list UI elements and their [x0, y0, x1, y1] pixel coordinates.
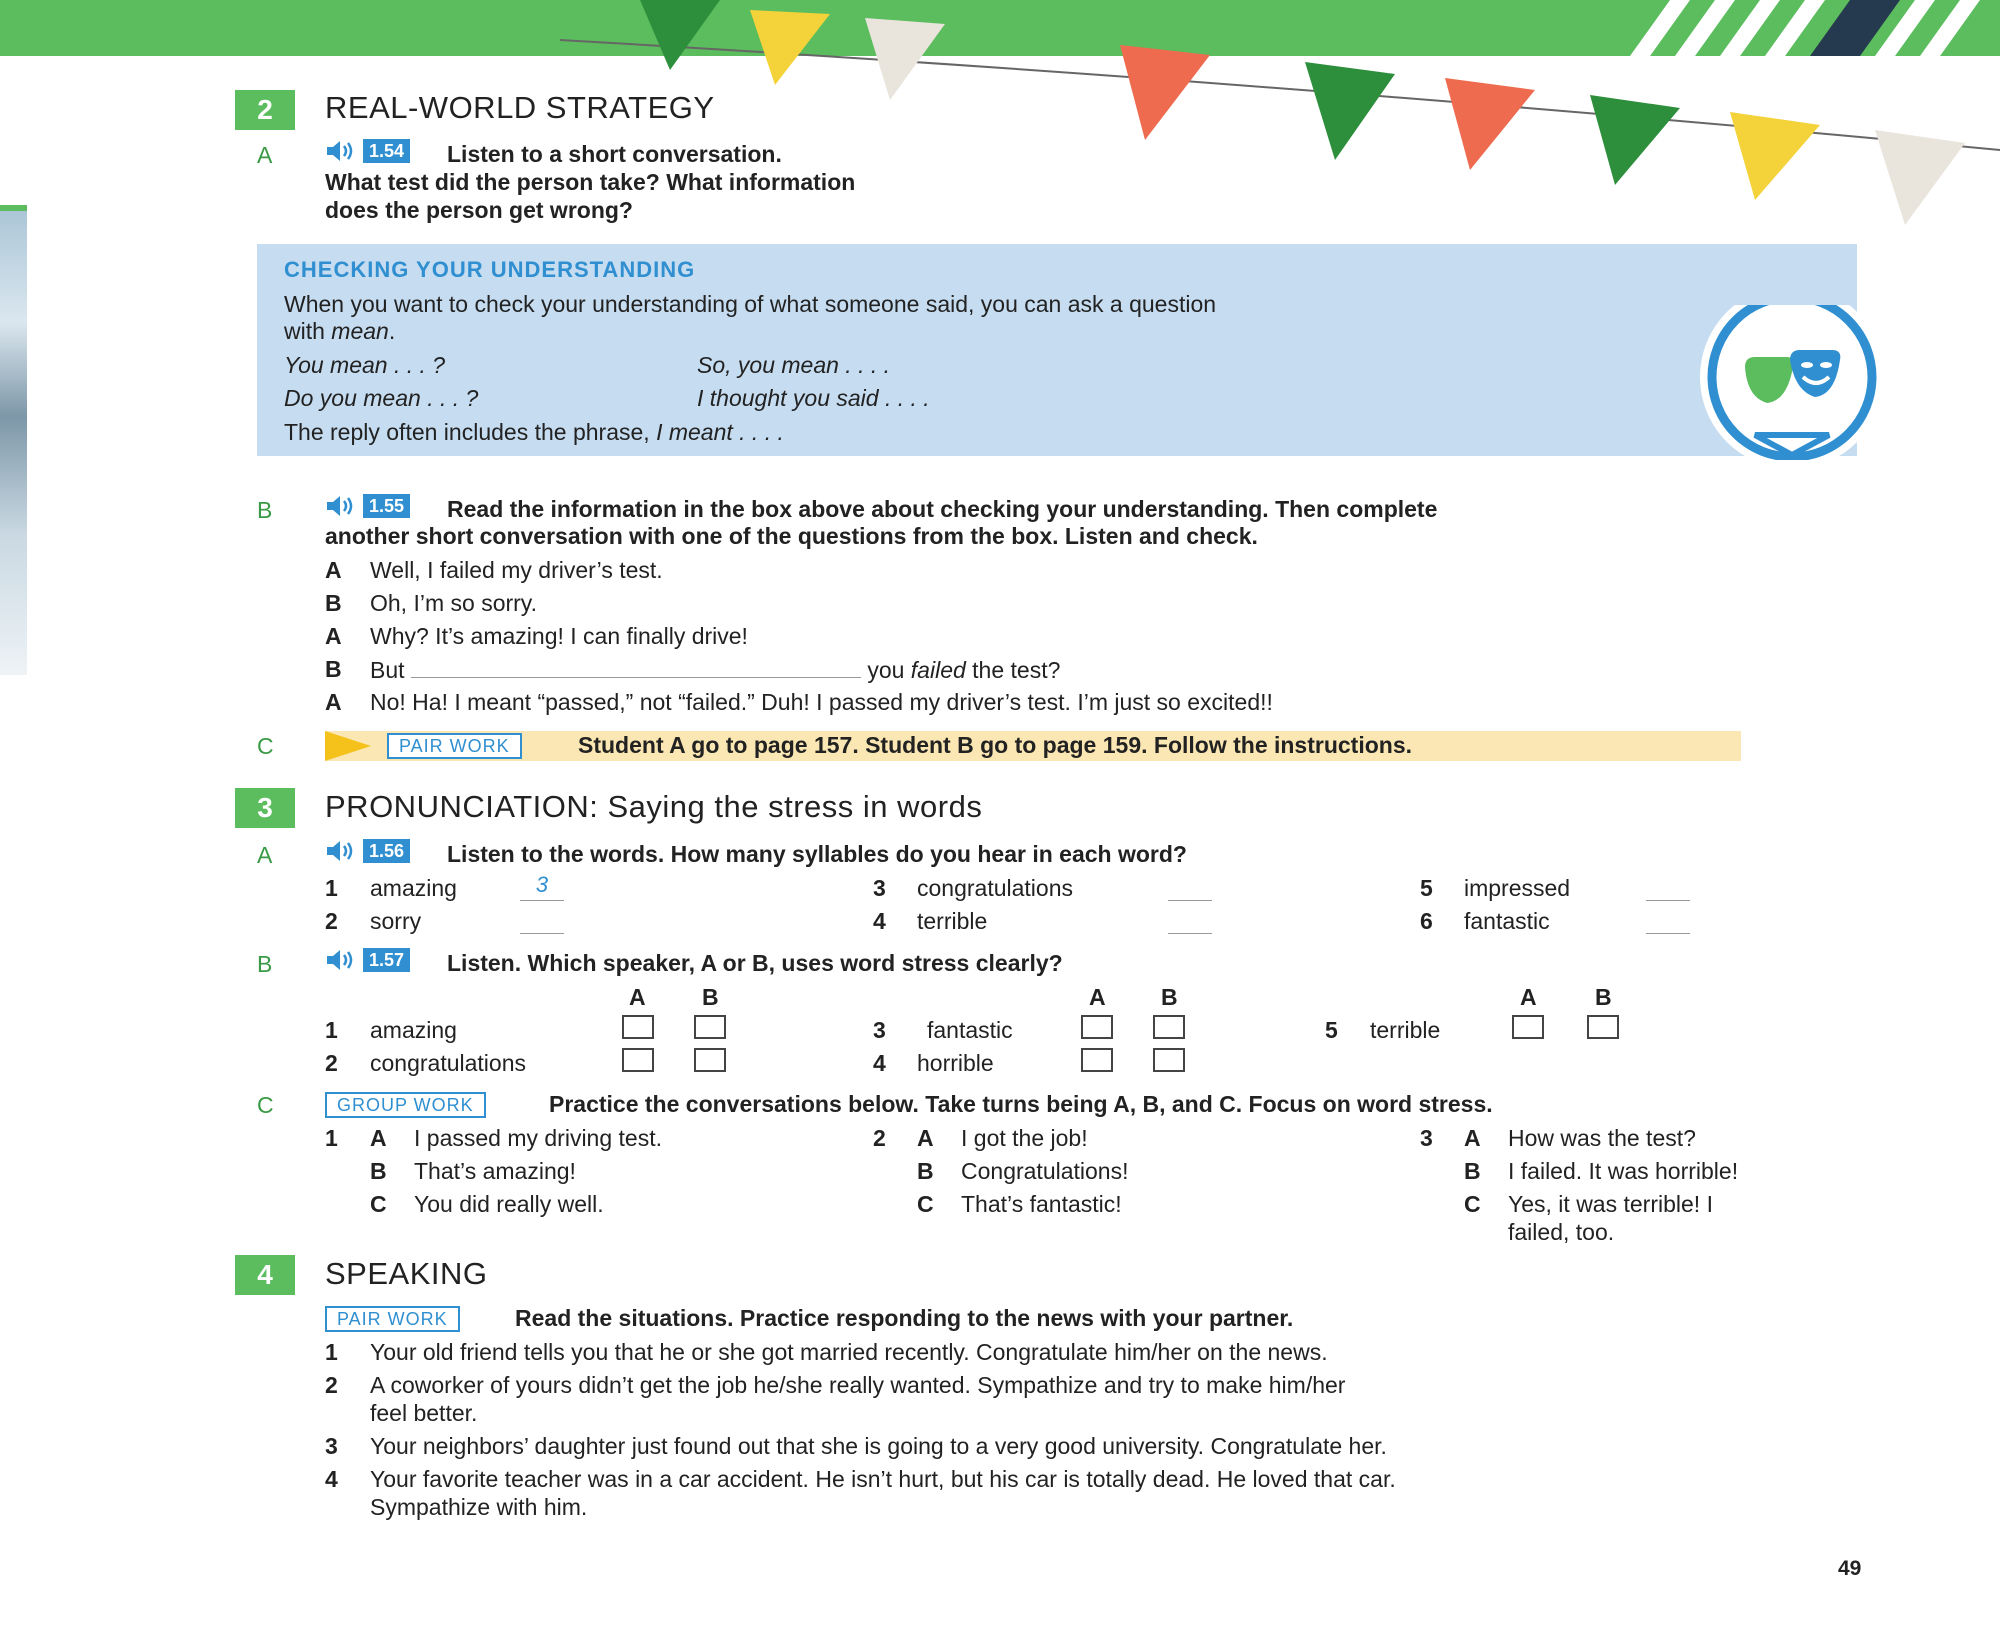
section-3-title: PRONUNCIATION: Saying the stress in words: [325, 789, 983, 824]
s2-c-instructions: Student A go to page 157. Student B go to page 159. Follow the instructions.: [578, 732, 1413, 758]
track-number: 1.55: [363, 494, 410, 518]
syllable-answer[interactable]: [1168, 905, 1212, 934]
conv-line: Yes, it was terrible! I: [1508, 1191, 1713, 1217]
checkbox-b[interactable]: [1153, 1048, 1185, 1072]
item-word: terrible: [1370, 1017, 1441, 1043]
bunting-flags: [560, 0, 2000, 260]
section-2-number: 2: [235, 90, 295, 130]
item-number: 3: [873, 1017, 886, 1043]
item-number: 2: [325, 1050, 338, 1076]
checkbox-b[interactable]: [1153, 1015, 1185, 1039]
audio-icon: [325, 839, 357, 863]
s3-b-audio[interactable]: [325, 948, 410, 972]
dialog-speaker: B: [325, 590, 342, 616]
item-word: congratulations: [917, 875, 1073, 901]
track-number: 1.57: [363, 948, 410, 972]
column-head-b: B: [702, 984, 719, 1010]
conv-line: Congratulations!: [961, 1158, 1129, 1184]
situation-text: Your neighbors’ daughter just found out that she is going to a very good university. Congratulate her.: [370, 1433, 1387, 1459]
s4-question: Read the situations. Practice responding to the news with your partner.: [515, 1305, 1294, 1331]
conv-number: 3: [1420, 1125, 1433, 1151]
column-head-a: A: [629, 984, 646, 1010]
section-4-title: SPEAKING: [325, 1256, 488, 1291]
checkbox-a[interactable]: [1081, 1015, 1113, 1039]
s2-b-question-2: another short conversation with one of the questions from the box. Listen and check.: [325, 523, 1258, 549]
s2-a-question-2: What test did the person take? What information: [325, 169, 856, 195]
conv-speaker: A: [1464, 1125, 1481, 1151]
track-number: 1.56: [363, 839, 410, 863]
s3-c-letter: C: [257, 1092, 274, 1118]
conv-speaker: A: [370, 1125, 387, 1151]
box-reply: The reply often includes the phrase, I meant . . . .: [284, 419, 784, 445]
item-number: 2: [325, 1372, 338, 1398]
conv-line: I passed my driving test.: [414, 1125, 662, 1151]
dialog-line: Why? It’s amazing! I can finally drive!: [370, 623, 748, 649]
dialog-line-blank: But you failed the test?: [370, 657, 1061, 683]
item-number: 3: [873, 875, 886, 901]
item-word: congratulations: [370, 1050, 526, 1076]
side-photo-bar: [0, 205, 27, 211]
box-title: CHECKING YOUR UNDERSTANDING: [284, 257, 696, 282]
item-word: amazing: [370, 1017, 457, 1043]
s3-a-question: Listen to the words. How many syllables do you hear in each word?: [447, 841, 1187, 867]
side-photo: [0, 205, 27, 675]
conv-speaker: C: [917, 1191, 934, 1217]
conv-speaker: A: [917, 1125, 934, 1151]
s2-a-letter: A: [257, 142, 273, 168]
conv-speaker: C: [1464, 1191, 1481, 1217]
checkbox-a[interactable]: [622, 1015, 654, 1039]
box-example-4: I thought you said . . . .: [697, 385, 930, 411]
group-work-label: GROUP WORK: [325, 1092, 486, 1118]
s2-a-audio[interactable]: [325, 139, 410, 163]
checkbox-a[interactable]: [1081, 1048, 1113, 1072]
conv-line-cont: failed, too.: [1508, 1219, 1615, 1245]
item-number: 4: [873, 1050, 886, 1076]
dialog-line: No! Ha! I meant “passed,” not “failed.” Duh! I passed my driver’s test. I’m just so excited!!: [370, 689, 1273, 715]
box-example-3: Do you mean . . . ?: [284, 385, 479, 411]
situation-text-cont: feel better.: [370, 1400, 478, 1426]
s2-a-question-3: does the person get wrong?: [325, 197, 633, 223]
item-word: horrible: [917, 1050, 994, 1076]
dialog-speaker: A: [325, 623, 342, 649]
conv-line: That’s amazing!: [414, 1158, 576, 1184]
dialog-speaker: A: [325, 557, 342, 583]
checkbox-b[interactable]: [1587, 1015, 1619, 1039]
checkbox-b[interactable]: [694, 1048, 726, 1072]
item-word: terrible: [917, 908, 988, 934]
audio-icon: [325, 139, 357, 163]
item-number: 2: [325, 908, 338, 934]
item-number: 5: [1325, 1017, 1338, 1043]
audio-icon: [325, 494, 357, 518]
syllable-answer[interactable]: [520, 905, 564, 934]
s3-a-audio[interactable]: [325, 839, 410, 863]
box-example-1: You mean . . . ?: [284, 352, 446, 378]
item-number: 1: [325, 1017, 338, 1043]
item-number: 3: [325, 1433, 338, 1459]
checkbox-a[interactable]: [622, 1048, 654, 1072]
pair-work-label: PAIR WORK: [387, 733, 522, 759]
situation-text: A coworker of yours didn’t get the job he/she really wanted. Sympathize and try to make him/her: [370, 1372, 1346, 1398]
conv-number: 2: [873, 1125, 886, 1151]
s3-c-question: Practice the conversations below. Take turns being A, B, and C. Focus on word stress.: [549, 1091, 1493, 1117]
column-head-b: B: [1595, 984, 1612, 1010]
s2-a-question-1: Listen to a short conversation.: [447, 141, 782, 167]
item-word: impressed: [1464, 875, 1571, 901]
situation-text: Your old friend tells you that he or she got married recently. Congratulate him/her on the news.: [370, 1339, 1328, 1365]
item-word: fantastic: [1464, 908, 1550, 934]
section-4-number: 4: [235, 1255, 295, 1295]
item-word: amazing: [370, 875, 457, 901]
item-word: fantastic: [927, 1017, 1013, 1043]
column-head-a: A: [1089, 984, 1106, 1010]
s2-c-letter: C: [257, 733, 274, 759]
checkbox-b[interactable]: [694, 1015, 726, 1039]
conv-speaker: B: [1464, 1158, 1481, 1184]
item-number: 1: [325, 875, 338, 901]
box-line-2: with mean.: [284, 318, 396, 344]
dialog-speaker: B: [325, 656, 342, 682]
checkbox-a[interactable]: [1512, 1015, 1544, 1039]
pair-work-label: PAIR WORK: [325, 1306, 460, 1332]
theater-masks-icon: [1695, 305, 1890, 460]
conv-line: How was the test?: [1508, 1125, 1696, 1151]
dialog-line: Oh, I’m so sorry.: [370, 590, 537, 616]
situation-text-cont: Sympathize with him.: [370, 1494, 588, 1520]
section-3-number: 3: [235, 788, 295, 828]
conv-speaker: B: [917, 1158, 934, 1184]
s2-b-audio[interactable]: [325, 494, 410, 518]
answer-blank[interactable]: [411, 655, 861, 678]
column-head-b: B: [1161, 984, 1178, 1010]
audio-icon: [325, 948, 357, 972]
s2-b-letter: B: [257, 497, 273, 523]
syllable-answer[interactable]: [1646, 872, 1690, 901]
dialog-line: Well, I failed my driver’s test.: [370, 557, 663, 583]
s3-b-letter: B: [257, 951, 273, 977]
section-2-title: REAL-WORLD STRATEGY: [325, 90, 715, 125]
box-example-2: So, you mean . . . .: [697, 352, 891, 378]
conv-line: I failed. It was horrible!: [1508, 1158, 1739, 1184]
syllable-answer[interactable]: 3: [520, 872, 564, 901]
column-head-a: A: [1520, 984, 1537, 1010]
situation-text: Your favorite teacher was in a car accident. He isn’t hurt, but his car is totally dead. He loved that car.: [370, 1466, 1396, 1492]
pointer-arrow-icon: [325, 731, 371, 761]
s3-a-letter: A: [257, 842, 273, 868]
track-number: 1.54: [363, 139, 410, 163]
syllable-answer[interactable]: [1168, 872, 1212, 901]
conv-line: I got the job!: [961, 1125, 1088, 1151]
page-number: 49: [1838, 1557, 1862, 1580]
conv-line: You did really well.: [414, 1191, 604, 1217]
s2-b-question-1: Read the information in the box above about checking your understanding. Then complete: [447, 496, 1438, 522]
conv-speaker: B: [370, 1158, 387, 1184]
item-word: sorry: [370, 908, 422, 934]
item-number: 4: [325, 1466, 338, 1492]
dialog-speaker: A: [325, 689, 342, 715]
item-number: 6: [1420, 908, 1433, 934]
conv-number: 1: [325, 1125, 338, 1151]
s3-b-question: Listen. Which speaker, A or B, uses word stress clearly?: [447, 950, 1063, 976]
syllable-answer[interactable]: [1646, 905, 1690, 934]
item-number: 4: [873, 908, 886, 934]
box-line-1: When you want to check your understanding of what someone said, you can ask a question: [284, 291, 1217, 317]
conv-line: That’s fantastic!: [961, 1191, 1122, 1217]
item-number: 1: [325, 1339, 338, 1365]
conv-speaker: C: [370, 1191, 387, 1217]
item-number: 5: [1420, 875, 1433, 901]
